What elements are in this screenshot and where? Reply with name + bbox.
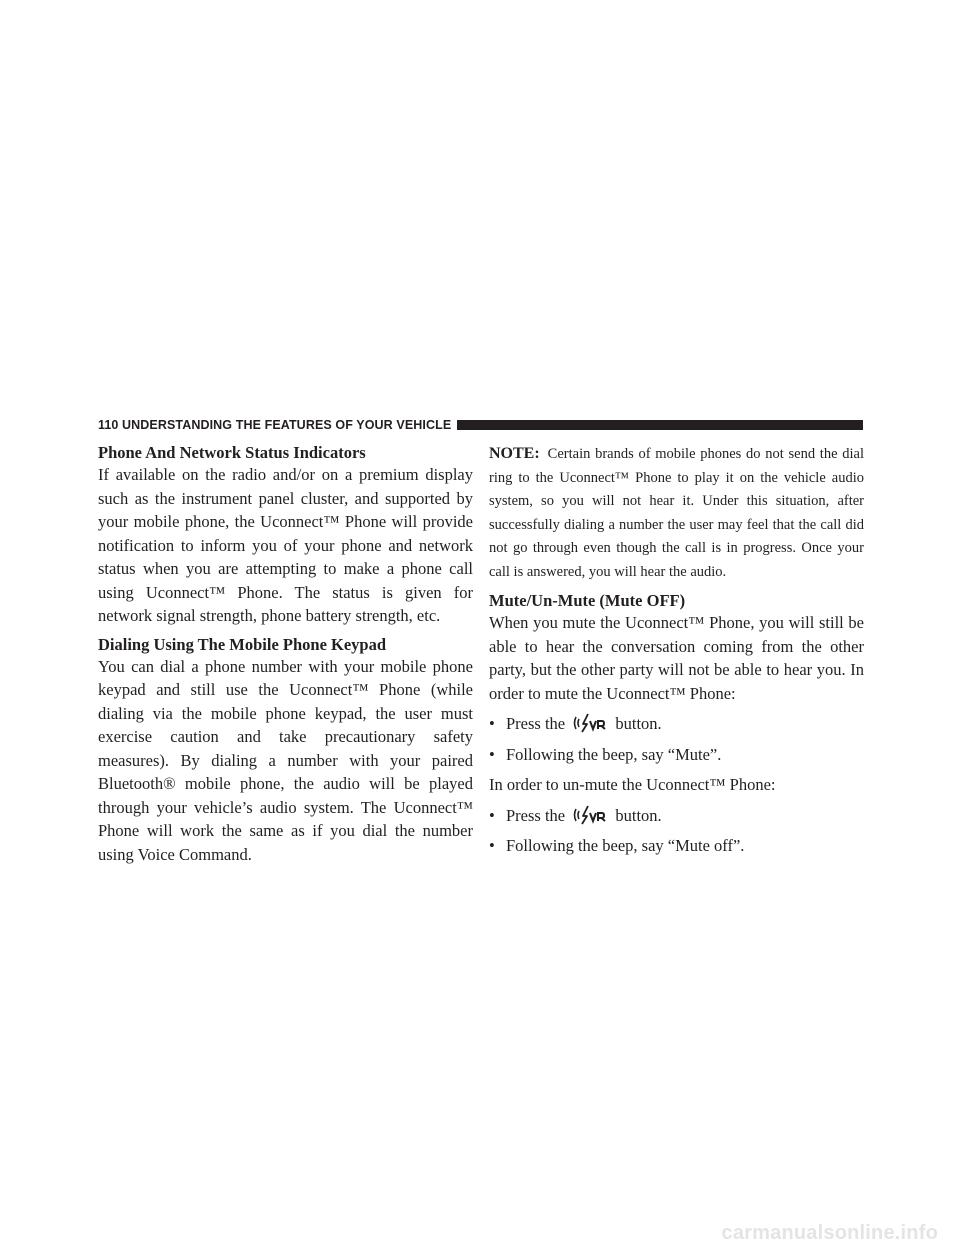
section-body-keypad-dialing: You can dial a phone number with your mobile phone keypad and still use the Uconnect™ Phone (while dialing via the mobile phone keypad, the user must exercise caution and take precautionary safety measures). By dialing a number with your paired Bluetooth® mobile phone, the audio will be played through your vehicle’s audio system. The Uconnect™ Phone will work the same as if you dial the number using Voice Command.	[98, 656, 473, 864]
section-body-mute: When you mute the Uconnect™ Phone, you will still be able to hear the conversation coming from the other party, but the other party will not be able to hear you. In order to mute the Uconnect™ Phone:	[489, 613, 864, 703]
step-text: Following the beep, say “Mute”.	[506, 744, 722, 764]
note-text: Certain brands of mobile phones do not send the dial ring to the Uconnect™ Phone to play it on the vehicle audio system, so you will not hear it. Under this situation, after successfully dialing a number the user may feel that the call did not go through even though the call is in progress. Once your call is answered, you will hear the audio.	[489, 446, 864, 580]
left-column	[98, 442, 473, 866]
bullet: •	[489, 744, 495, 764]
list-item	[489, 743, 864, 767]
section-heading-keypad-dialing: Dialing Using The Mobile Phone Keypad	[98, 634, 387, 654]
list-item	[489, 712, 864, 736]
step-text-after: button.	[615, 714, 662, 733]
unmute-intro: In order to un-mute the Uconnect™ Phone:	[489, 775, 776, 794]
mute-steps-list	[489, 712, 864, 766]
page-header	[98, 417, 863, 433]
section-body-status-indicators: If available on the radio and/or on a premium display such as the instrument panel cluster, and supported by your mobile phone, the Uconnect™ Phone will provide notification to inform you of your phone and network status when you are attempting to make a phone call using Uconnect™ Phone. The status is given for network signal strength, phone battery strength, etc.	[98, 465, 473, 625]
section-heading-status-indicators: Phone And Network Status Indicators	[98, 443, 366, 462]
section-heading-mute: Mute/Un-Mute (Mute OFF)	[489, 591, 686, 610]
voice-recognition-icon	[571, 805, 609, 825]
list-item	[489, 804, 864, 828]
header-rule	[457, 420, 863, 430]
step-text: Following the beep, say “Mute off”.	[506, 836, 745, 855]
watermark-text: carmanualsonline.info	[721, 1222, 938, 1242]
page-header-text: 110 UNDERSTANDING THE FEATURES OF YOUR VEHICLE	[98, 418, 452, 432]
bullet: •	[489, 714, 495, 733]
list-item	[489, 834, 864, 858]
bullet: •	[489, 836, 495, 855]
voice-recognition-icon	[571, 713, 609, 733]
unmute-steps-list	[489, 804, 864, 858]
step-text-after: button.	[615, 805, 662, 825]
note-label: NOTE:	[489, 445, 540, 462]
bullet: •	[489, 805, 495, 825]
right-column	[489, 442, 864, 865]
step-text-before: Press the	[506, 714, 566, 733]
note-block	[489, 442, 864, 584]
step-text-before: Press the	[506, 805, 566, 825]
footer-watermark	[0, 1218, 960, 1242]
